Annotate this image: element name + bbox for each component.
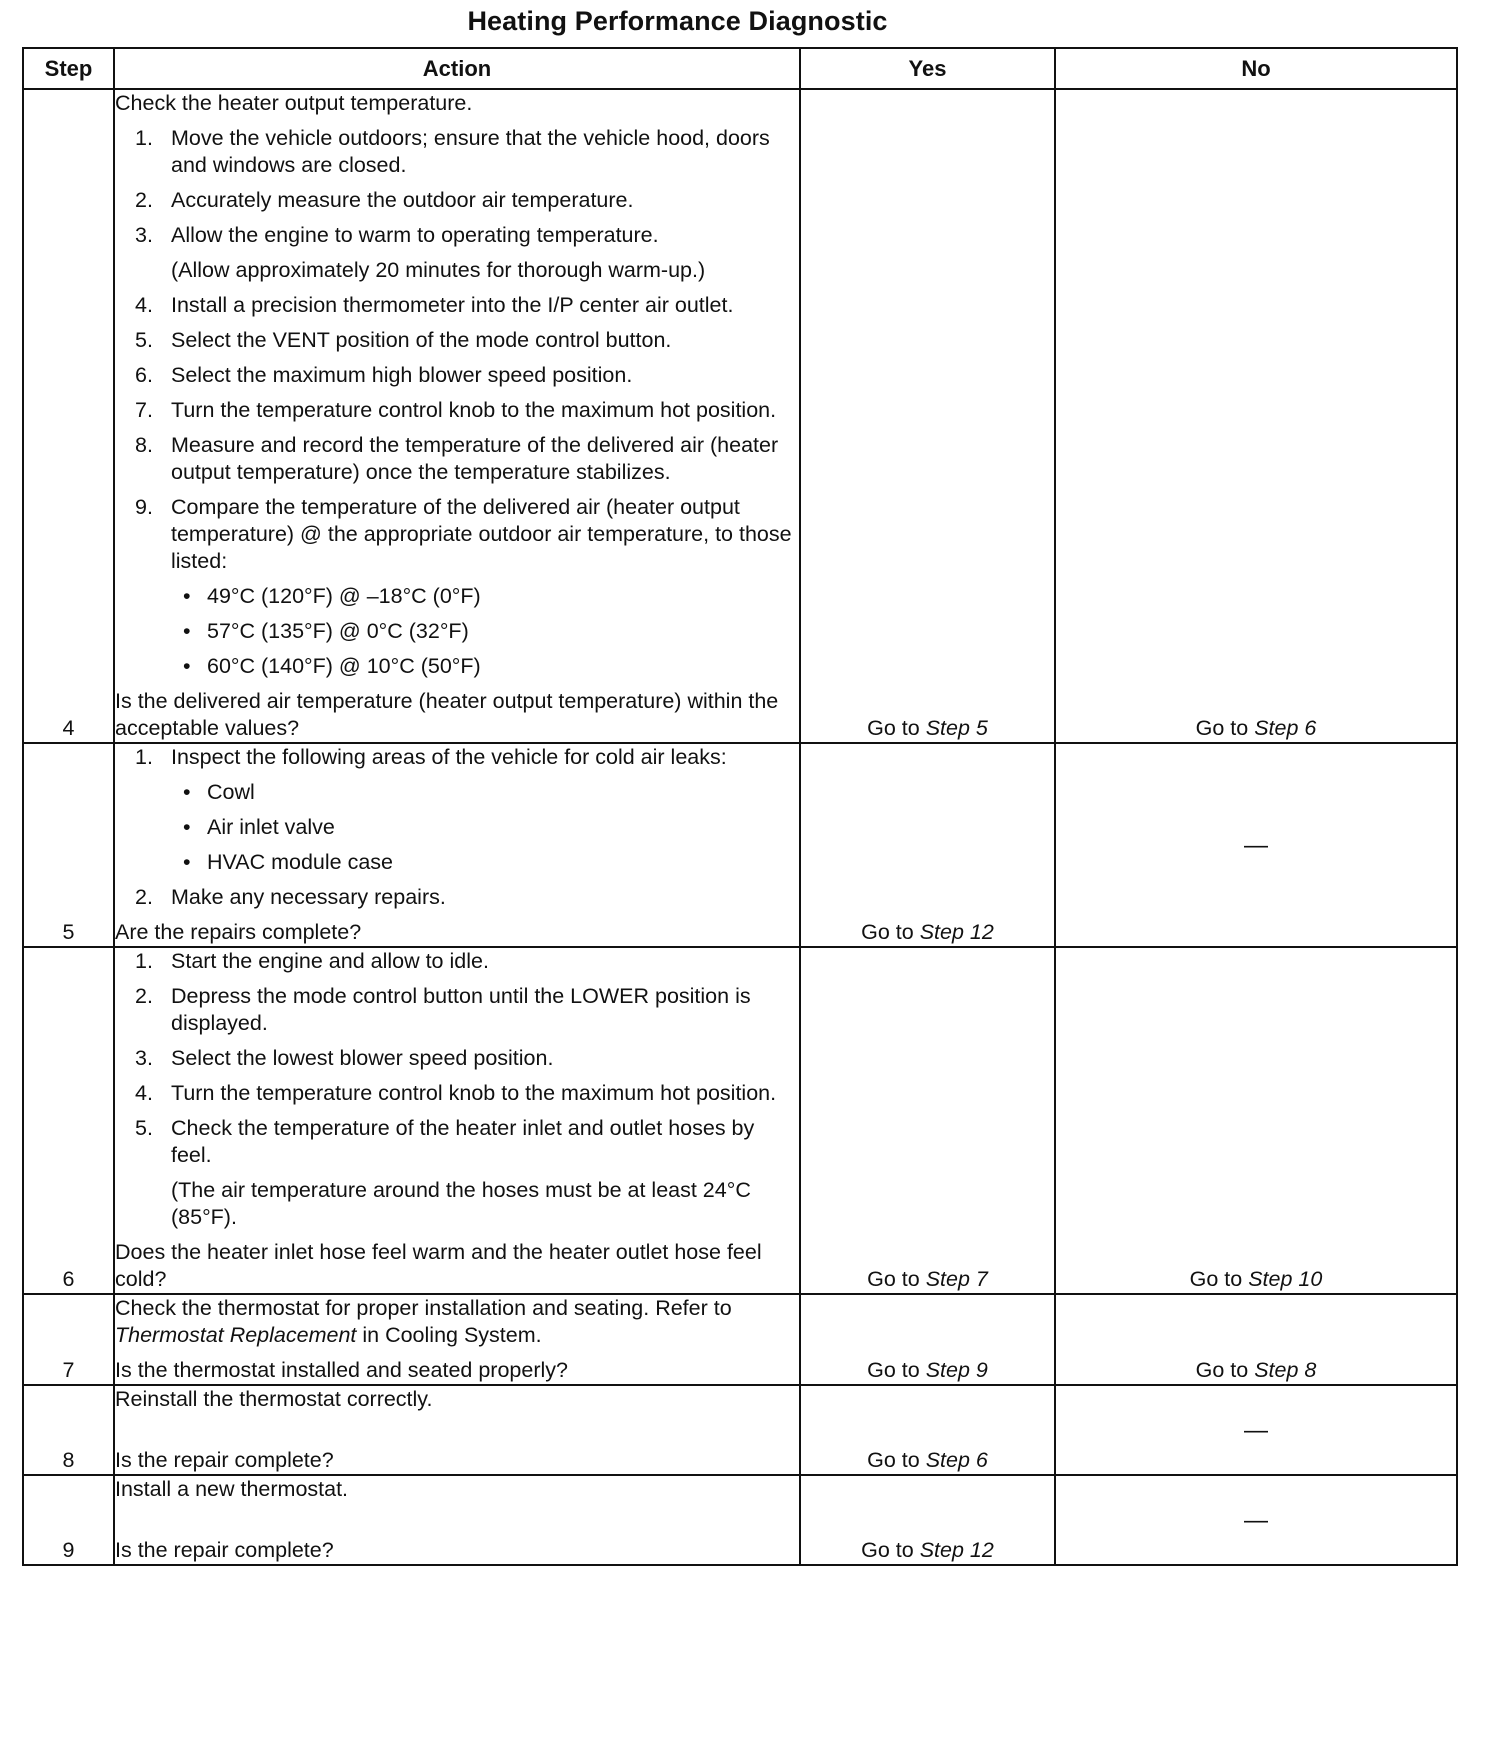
step-reference: Step 10	[1248, 1267, 1323, 1291]
header-yes: Yes	[800, 48, 1055, 89]
yes-cell: Go to Step 12	[800, 1475, 1055, 1565]
step-reference: Step 9	[925, 1358, 988, 1382]
step-number: 9	[23, 1475, 114, 1565]
action-question: Are the repairs complete?	[115, 920, 362, 944]
action-steps	[115, 292, 799, 680]
bullet-item: • 57°C (135°F) @ 0°C (32°F)	[183, 619, 469, 643]
action-note: (The air temperature around the hoses must be at least 24°C (85°F).	[171, 1178, 751, 1229]
no-cell: Go to Step 6	[1055, 89, 1457, 743]
action-cell	[114, 89, 800, 743]
header-step: Step	[23, 48, 114, 89]
no-cell: —	[1055, 1385, 1457, 1475]
step-reference: Step 7	[925, 1267, 988, 1291]
yes-cell: Go to Step 6	[800, 1385, 1055, 1475]
bullet-item: • Cowl	[183, 780, 255, 804]
step-number: 7	[23, 1294, 114, 1385]
list-item: 2. Depress the mode control button until the LOWER position is displayed.	[135, 984, 751, 1035]
step-reference: Step 8	[1254, 1358, 1317, 1382]
no-cell: —	[1055, 743, 1457, 947]
list-item: 1. Move the vehicle outdoors; ensure that the vehicle hood, doors and windows are closed.	[135, 126, 770, 177]
bullet-list	[115, 779, 799, 876]
yes-cell: Go to Step 5	[800, 89, 1055, 743]
document-title: Heating Performance Diagnostic	[467, 6, 888, 36]
yes-cell: Go to Step 7	[800, 947, 1055, 1294]
action-cell	[114, 947, 800, 1294]
table-row	[23, 1294, 1457, 1385]
list-item: 9. Compare the temperature of the delivered air (heater output temperature) @ the appropriate outdoor air temperature, to those listed: • 49°C (120°F) @ –18°C (0°F) • 57°C (135°F) @ 0°C (32°F) • 60°C (140°F) @ 10°C (50°F)	[115, 494, 799, 680]
action-question: Is the repair complete?	[115, 1538, 334, 1562]
header-action: Action	[114, 48, 800, 89]
step-reference: Step 6	[925, 1448, 988, 1472]
list-item: 5. Select the VENT position of the mode control button.	[135, 328, 672, 352]
action-note: (Allow approximately 20 minutes for thorough warm-up.)	[171, 258, 706, 282]
step-number: 6	[23, 947, 114, 1294]
reference-link: Thermostat Replacement	[115, 1323, 357, 1347]
step-number: 4	[23, 89, 114, 743]
step-reference: Step 12	[919, 920, 994, 944]
list-item: 2. Make any necessary repairs.	[135, 885, 446, 909]
action-question: Is the delivered air temperature (heater output temperature) within the acceptable values?	[115, 689, 779, 740]
action-cell	[114, 1385, 800, 1475]
step-reference: Step 6	[1254, 716, 1317, 740]
list-item: 3. Allow the engine to warm to operating temperature.	[135, 223, 659, 247]
action-cell	[114, 1294, 800, 1385]
yes-cell: Go to Step 9	[800, 1294, 1055, 1385]
bullet-item: • 49°C (120°F) @ –18°C (0°F)	[183, 584, 481, 608]
action-cell	[114, 1475, 800, 1565]
spacer	[115, 1511, 799, 1537]
action-intro: Check the heater output temperature.	[115, 91, 473, 115]
list-item: 4. Turn the temperature control knob to the maximum hot position.	[135, 1081, 777, 1105]
table-row	[23, 89, 1457, 743]
step-number: 8	[23, 1385, 114, 1475]
action-question: Is the thermostat installed and seated properly?	[115, 1358, 568, 1382]
no-cell: Go to Step 8	[1055, 1294, 1457, 1385]
list-item: 8. Measure and record the temperature of the delivered air (heater output temperature) once the temperature stabilizes.	[135, 433, 779, 484]
diagnostic-table	[22, 47, 1458, 1566]
table-row	[23, 1475, 1457, 1565]
yes-cell: Go to Step 12	[800, 743, 1055, 947]
bullet-item: • Air inlet valve	[183, 815, 335, 839]
action-intro: Check the thermostat for proper installation and seating. Refer to Thermostat Replacement in Cooling System.	[115, 1296, 732, 1347]
step-reference: Step 12	[919, 1538, 994, 1562]
list-item: 6. Select the maximum high blower speed position.	[135, 363, 633, 387]
no-cell: —	[1055, 1475, 1457, 1565]
list-item: 2. Accurately measure the outdoor air temperature.	[135, 188, 634, 212]
list-item: 3. Select the lowest blower speed position.	[135, 1046, 554, 1070]
table-row	[23, 743, 1457, 947]
list-item: 4. Install a precision thermometer into the I/P center air outlet.	[135, 293, 734, 317]
action-steps	[115, 744, 799, 911]
no-cell: Go to Step 10	[1055, 947, 1457, 1294]
list-item: 5. Check the temperature of the heater inlet and outlet hoses by feel.	[135, 1116, 755, 1167]
action-question: Is the repair complete?	[115, 1448, 334, 1472]
list-item: 1. Inspect the following areas of the vehicle for cold air leaks: • Cowl • Air inlet valve • HVAC module case	[115, 744, 799, 876]
action-steps	[115, 125, 799, 249]
step-reference: Step 5	[925, 716, 988, 740]
header-no: No	[1055, 48, 1457, 89]
action-cell	[114, 743, 800, 947]
table-row	[23, 1385, 1457, 1475]
action-steps	[115, 948, 799, 1169]
bullet-list	[115, 583, 799, 680]
table-row	[23, 947, 1457, 1294]
action-intro: Reinstall the thermostat correctly.	[115, 1387, 433, 1411]
header-row	[23, 48, 1457, 89]
step-number: 5	[23, 743, 114, 947]
bullet-item: • 60°C (140°F) @ 10°C (50°F)	[183, 654, 481, 678]
bullet-item: • HVAC module case	[183, 850, 394, 874]
spacer	[115, 1421, 799, 1447]
action-intro: Install a new thermostat.	[115, 1477, 349, 1501]
action-question: Does the heater inlet hose feel warm and the heater outlet hose feel cold?	[115, 1240, 762, 1291]
list-item: 1. Start the engine and allow to idle.	[135, 949, 489, 973]
list-item: 7. Turn the temperature control knob to the maximum hot position.	[135, 398, 777, 422]
